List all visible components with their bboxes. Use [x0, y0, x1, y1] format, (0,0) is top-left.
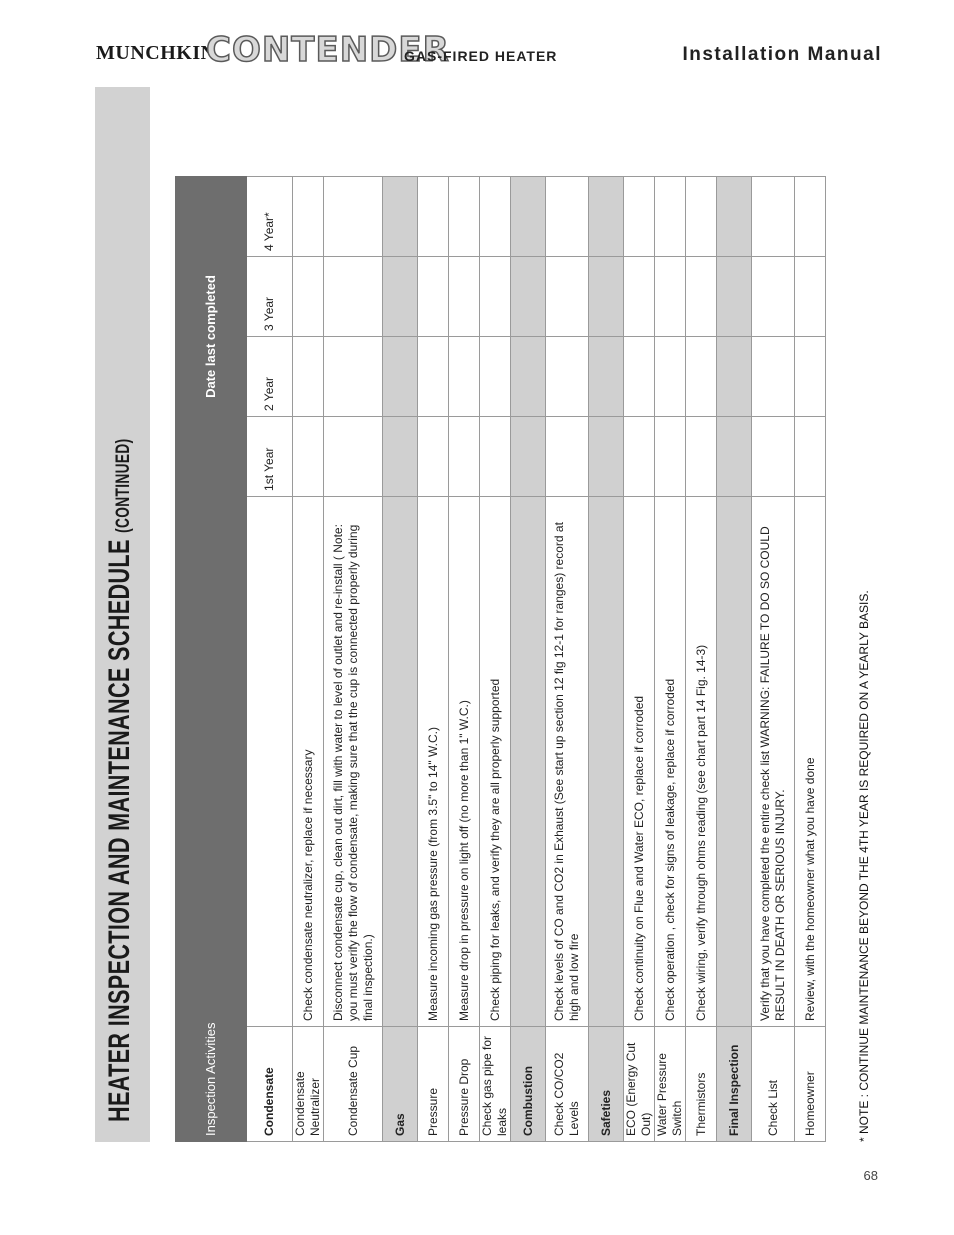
table-row: [449, 176, 480, 1141]
date-cell: [752, 256, 795, 336]
section-fill-cell: [383, 176, 418, 256]
header-subtitle: GAS-FIRED HEATER: [404, 48, 558, 64]
table-row: [624, 176, 655, 1141]
section-fill-cell: [589, 336, 624, 416]
table-row: [418, 176, 449, 1141]
section-fill-cell: [383, 416, 418, 496]
table-row: [293, 176, 324, 1141]
section-label: Safeties: [589, 1027, 624, 1142]
year-4-header: 4 Year*: [247, 176, 293, 256]
table-row: [795, 176, 826, 1141]
date-cell: [546, 416, 589, 496]
date-cell: [686, 336, 717, 416]
table-row: [752, 176, 795, 1141]
schedule-table: [175, 176, 826, 1142]
activity-description: Check piping for leaks, and verify they are all properly supported: [480, 496, 511, 1026]
date-cell: [795, 416, 826, 496]
activity-label: Check gas pipe for leaks: [480, 1027, 511, 1142]
brand-name: MUNCHKIN: [96, 42, 216, 64]
table-row: [324, 176, 383, 1141]
date-cell: [293, 176, 324, 256]
section-label: Combustion: [511, 1027, 546, 1142]
date-cell: [655, 256, 686, 336]
year-3-header: 3 Year: [247, 256, 293, 336]
section-fill-cell: [511, 336, 546, 416]
activity-label: Check List: [752, 1027, 795, 1142]
section-fill-cell: [717, 256, 752, 336]
activity-description: Check continuity on Flue and Water ECO, replace if corroded: [624, 496, 655, 1026]
page-number: 68: [863, 1168, 878, 1183]
activity-description: Check wiring, verify through ohms reading (see chart part 14 Fig. 14-3): [686, 496, 717, 1026]
section-fill-cell: [589, 176, 624, 256]
date-cell: [624, 416, 655, 496]
date-cell: [686, 256, 717, 336]
date-cell: [480, 256, 511, 336]
date-cell: [418, 176, 449, 256]
page-title: HEATER INSPECTION AND MAINTENANCE SCHEDULE (CONTINUED): [103, 438, 136, 1122]
blank-header-cell: [247, 496, 293, 1026]
date-cell: [795, 336, 826, 416]
date-cell: [655, 176, 686, 256]
activity-label: Check CO/CO2 Levels: [546, 1027, 589, 1142]
date-cell: [795, 176, 826, 256]
section-row: [511, 176, 546, 1141]
activity-label: ECO (Energy Cut Out): [624, 1027, 655, 1142]
date-cell: [686, 416, 717, 496]
title-band: [95, 87, 150, 1142]
section-fill-cell: [383, 256, 418, 336]
date-cell: [480, 416, 511, 496]
section-fill-cell: [383, 496, 418, 1026]
date-cell: [324, 256, 383, 336]
rotated-schedule: [95, 87, 881, 1142]
activity-label: Thermistors: [686, 1027, 717, 1142]
date-cell: [624, 176, 655, 256]
date-cell: [449, 176, 480, 256]
page-header: [96, 30, 882, 80]
date-cell: [293, 416, 324, 496]
activity-label: Water Pressure Switch: [655, 1027, 686, 1142]
date-cell: [546, 176, 589, 256]
date-cell: [624, 336, 655, 416]
date-last-completed-header: Date last completed: [176, 176, 247, 496]
date-cell: [480, 176, 511, 256]
section-row: [589, 176, 624, 1141]
section-fill-cell: [589, 496, 624, 1026]
date-cell: [449, 416, 480, 496]
date-cell: [324, 416, 383, 496]
title-suffix: (CONTINUED): [113, 438, 134, 533]
activity-description: Check levels of CO and CO2 in Exhaust (See start up section 12 fig 12-1 for ranges) record at high and low fire: [546, 496, 589, 1026]
date-cell: [293, 336, 324, 416]
date-cell: [795, 256, 826, 336]
first-section-cell: Condensate: [247, 1027, 293, 1142]
section-row: [383, 176, 418, 1141]
date-cell: [686, 176, 717, 256]
section-label: Final Inspection: [717, 1027, 752, 1142]
activity-description: Check condensate neutralizer, replace if necessary: [293, 496, 324, 1026]
date-cell: [449, 336, 480, 416]
activity-description: Measure incoming gas pressure (from 3.5" to 14" W.C.): [418, 496, 449, 1026]
date-cell: [624, 256, 655, 336]
date-cell: [752, 416, 795, 496]
table-header-row: [176, 176, 247, 1141]
date-cell: [546, 256, 589, 336]
contender-logo: CONTENDER: [206, 30, 450, 70]
section-fill-cell: [589, 416, 624, 496]
table-row: [546, 176, 589, 1141]
table-row: [655, 176, 686, 1141]
section-fill-cell: [717, 336, 752, 416]
date-cell: [655, 416, 686, 496]
year-1-header: 1st Year: [247, 416, 293, 496]
activity-description: Review, with the homeowner what you have done: [795, 496, 826, 1026]
date-cell: [418, 256, 449, 336]
date-cell: [449, 256, 480, 336]
inspection-activities-header: Inspection Activities: [176, 496, 247, 1141]
date-cell: [752, 176, 795, 256]
table-row: [480, 176, 511, 1141]
section-fill-cell: [717, 496, 752, 1026]
date-cell: [655, 336, 686, 416]
activity-description: Disconnect condensate cup, clean out dirt, fill with water to level of outlet and re-install ( Note: you must verify the flow of condensate, making sure that the cup is connected properly during final inspection.): [324, 496, 383, 1026]
section-fill-cell: [511, 256, 546, 336]
section-row: [717, 176, 752, 1141]
date-cell: [418, 336, 449, 416]
activity-description: Verify that you have completed the entire check list WARNING: FAILURE TO DO SO COULD RESULT IN DEATH OR SERIOUS INJURY.: [752, 496, 795, 1026]
date-cell: [324, 336, 383, 416]
date-cell: [293, 256, 324, 336]
section-label: Gas: [383, 1027, 418, 1142]
section-fill-cell: [511, 496, 546, 1026]
footnote: * NOTE : CONTINUE MAINTENANCE BEYOND THE 4TH YEAR IS REQUIRED ON A YEARLY BASIS.: [857, 590, 871, 1142]
activity-label: Condensate Neutralizer: [293, 1027, 324, 1142]
date-cell: [324, 176, 383, 256]
activity-description: Measure drop in pressure on light off (no more than 1" W.C.): [449, 496, 480, 1026]
section-fill-cell: [717, 176, 752, 256]
date-cell: [480, 336, 511, 416]
date-cell: [418, 416, 449, 496]
activity-description: Check operation , check for signs of leakage, replace if corroded: [655, 496, 686, 1026]
year-header-row: [247, 176, 293, 1141]
section-fill-cell: [717, 416, 752, 496]
manual-title: Installation Manual: [682, 44, 882, 65]
activity-label: Condensate Cup: [324, 1027, 383, 1142]
year-2-header: 2 Year: [247, 336, 293, 416]
section-fill-cell: [383, 336, 418, 416]
date-cell: [752, 336, 795, 416]
section-fill-cell: [511, 416, 546, 496]
section-fill-cell: [589, 256, 624, 336]
activity-label: Pressure: [418, 1027, 449, 1142]
activity-label: Homeowner: [795, 1027, 826, 1142]
date-cell: [546, 336, 589, 416]
table-row: [686, 176, 717, 1141]
activity-label: Pressure Drop: [449, 1027, 480, 1142]
section-fill-cell: [511, 176, 546, 256]
